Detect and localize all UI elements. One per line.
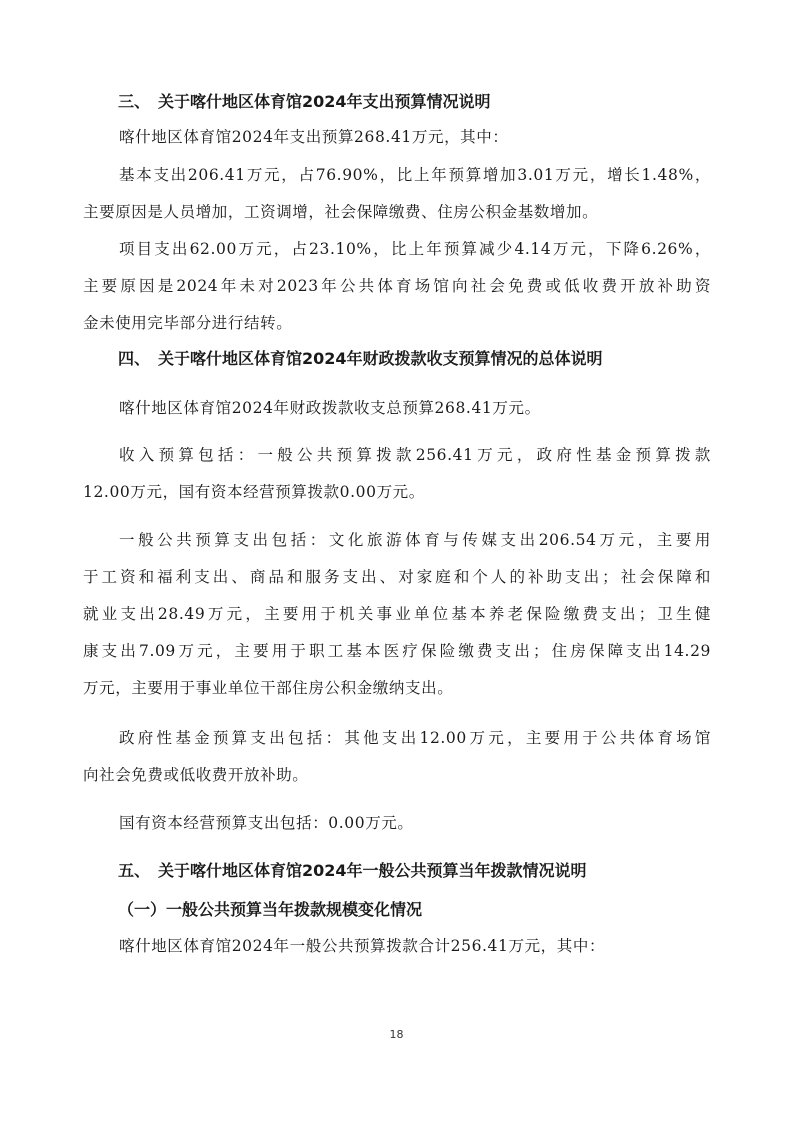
section-5-heading: [118, 860, 587, 882]
paragraph-line: 喀什地区体育馆2024年一般公共预算拨款合计256.41万元，其中：: [119, 937, 606, 955]
paragraph-line: 向社会免费或低收费开放补助。: [83, 766, 309, 784]
paragraph-line: 金未使用完毕部分进行结转。: [83, 314, 293, 332]
section-3-paragraph-2: [83, 157, 711, 231]
paragraph-line: 一般公共预算支出包括：文化旅游体育与传媒支出206.54万元，主要用: [119, 531, 711, 549]
section-4-paragraph-1: [83, 390, 711, 427]
paragraph-line: 于工资和福利支出、商品和服务支出、对家庭和个人的补助支出；社会保障和: [83, 568, 711, 586]
paragraph-line: 万元，主要用于事业单位干部住房公积金缴纳支出。: [83, 679, 454, 697]
paragraph-line: 项目支出62.00万元，占23.10%，比上年预算减少4.14万元，下降6.26%，: [119, 240, 711, 258]
section-4-number: 四、: [118, 349, 151, 368]
section-4-paragraph-3: [83, 522, 711, 707]
section-3-paragraph-3: [83, 231, 711, 342]
paragraph-line: 收入预算包括：一般公共预算拨款256.41万元，政府性基金预算拨款: [119, 446, 711, 464]
paragraph-line: 12.00万元，国有资本经营预算拨款0.00万元。: [83, 483, 425, 501]
paragraph-line: 喀什地区体育馆2024年支出预算268.41万元，其中：: [119, 128, 509, 146]
section-5-subheading: （一）一般公共预算当年拨款规模变化情况: [118, 900, 423, 919]
section-3-number: 三、: [118, 92, 151, 111]
paragraph-line: 就业支出28.49万元，主要用于机关事业单位基本养老保险缴费支出；卫生健: [83, 605, 711, 623]
section-4-paragraph-4: [83, 720, 711, 794]
section-4-paragraph-5: [83, 805, 711, 842]
section-4-paragraph-2: [83, 437, 711, 511]
section-5-paragraph-1: [83, 928, 711, 965]
paragraph-line: 政府性基金预算支出包括：其他支出12.00万元，主要用于公共体育场馆: [119, 729, 711, 747]
paragraph-line: 喀什地区体育馆2024年财政拨款收支总预算268.41万元。: [119, 399, 541, 417]
paragraph-line: 基本支出206.41万元，占76.90%，比上年预算增加3.01万元，增长1.48%，: [119, 166, 711, 184]
paragraph-line: 主要原因是2024年未对2023年公共体育场馆向社会免费或低收费开放补助资: [83, 277, 711, 295]
section-4-title: 关于喀什地区体育馆2024年财政拨款收支预算情况的总体说明: [158, 349, 603, 368]
section-5-number: 五、: [118, 861, 151, 880]
page-number: 18: [389, 1028, 404, 1041]
paragraph-line: 国有资本经营预算支出包括：0.00万元。: [119, 814, 414, 832]
section-3-title: 关于喀什地区体育馆2024年支出预算情况说明: [158, 92, 491, 111]
section-5-title: 关于喀什地区体育馆2024年一般公共预算当年拨款情况说明: [158, 861, 587, 880]
paragraph-line: 主要原因是人员增加，工资调增，社会保障缴费、住房公积金基数增加。: [83, 203, 599, 221]
section-3-paragraph-1: [83, 119, 711, 156]
section-3-heading: [118, 91, 491, 113]
section-4-heading: [118, 348, 603, 370]
paragraph-line: 康支出7.09万元，主要用于职工基本医疗保险缴费支出；住房保障支出14.29: [83, 642, 711, 660]
